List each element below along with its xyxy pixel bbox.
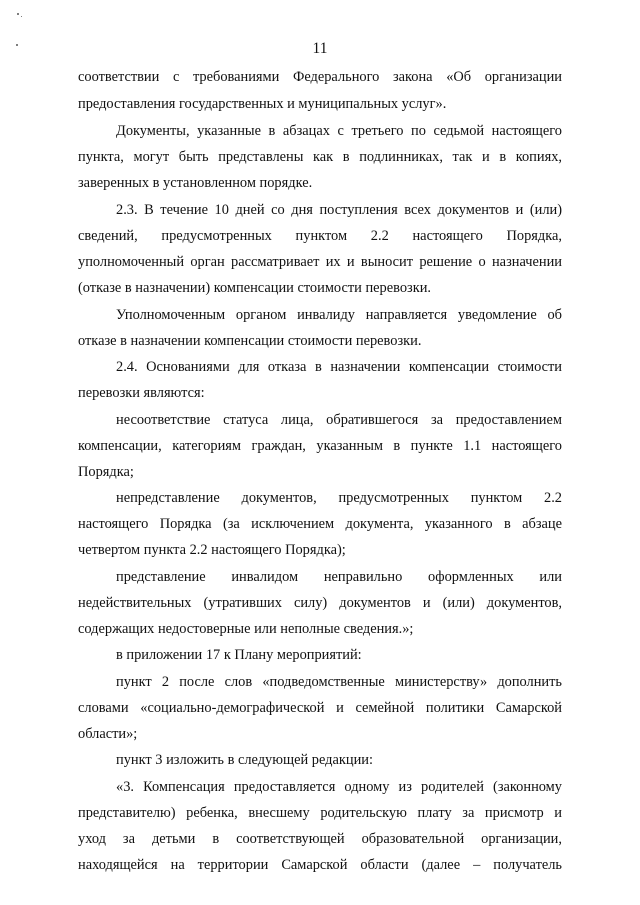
text-line: Документы, указанные в абзацах с третьего по седьмой настоящего	[116, 123, 562, 139]
text-line: предоставления государственных и муниципальных услуг».	[78, 96, 447, 112]
text-line: Порядка;	[78, 464, 134, 480]
text-line: недействительных (утративших силу) документов и (или) документов,	[78, 595, 562, 611]
text-line: пункта, могут быть представлены как в подлинниках, так и в копиях,	[78, 149, 562, 165]
text-line: представление инвалидом неправильно оформленных или	[116, 569, 562, 585]
text-line: перевозки являются:	[78, 385, 205, 401]
text-line: 2.3. В течение 10 дней со дня поступления всех документов и (или)	[116, 202, 562, 218]
text-line: 2.4. Основаниями для отказа в назначении компенсации стоимости	[116, 359, 562, 375]
text-line: (отказе в назначении) компенсации стоимости перевозки.	[78, 280, 431, 296]
text-line: четвертом пункта 2.2 настоящего Порядка);	[78, 542, 346, 558]
text-line: несоответствие статуса лица, обратившегося за предоставлением	[116, 412, 562, 428]
text-line: содержащих недостоверные или неполные сведения.»;	[78, 621, 414, 637]
scan-speck	[17, 13, 19, 15]
text-line: отказе в назначении компенсации стоимости перевозки.	[78, 333, 422, 349]
text-line: «3. Компенсация предоставляется одному из родителей (законному	[116, 779, 562, 795]
text-line: уполномоченный орган рассматривает их и выносит решение о назначении	[78, 254, 562, 270]
text-line: пункт 2 после слов «подведомственные министерству» дополнить	[116, 674, 562, 690]
text-line: непредставление документов, предусмотренных пунктом 2.2	[116, 490, 562, 506]
text-line: заверенных в установленном порядке.	[78, 175, 313, 191]
text-line: представителю) ребенка, внесшему родительскую плату за присмотр и	[78, 805, 562, 821]
text-line: уход за детьми в соответствующей образовательной организации,	[78, 831, 562, 847]
text-line: соответствии с требованиями Федерального закона «Об организации	[78, 69, 562, 85]
text-line: в приложении 17 к Плану мероприятий:	[116, 647, 362, 663]
scan-speck	[21, 16, 22, 17]
text-line: Уполномоченным органом инвалиду направляется уведомление об	[116, 307, 562, 323]
text-line: сведений, предусмотренных пунктом 2.2 настоящего Порядка,	[78, 228, 562, 244]
text-line: области»;	[78, 726, 138, 742]
text-line: компенсации, категориям граждан, указанным в пункте 1.1 настоящего	[78, 438, 562, 454]
text-line: настоящего Порядка (за исключением документа, указанного в абзаце	[78, 516, 562, 532]
text-line: словами «социально-демографической и семейной политики Самарской	[78, 700, 562, 716]
text-line: пункт 3 изложить в следующей редакции:	[116, 752, 373, 768]
text-line: находящейся на территории Самарской области (далее – получатель	[78, 857, 562, 873]
page-number: 11	[312, 40, 328, 57]
